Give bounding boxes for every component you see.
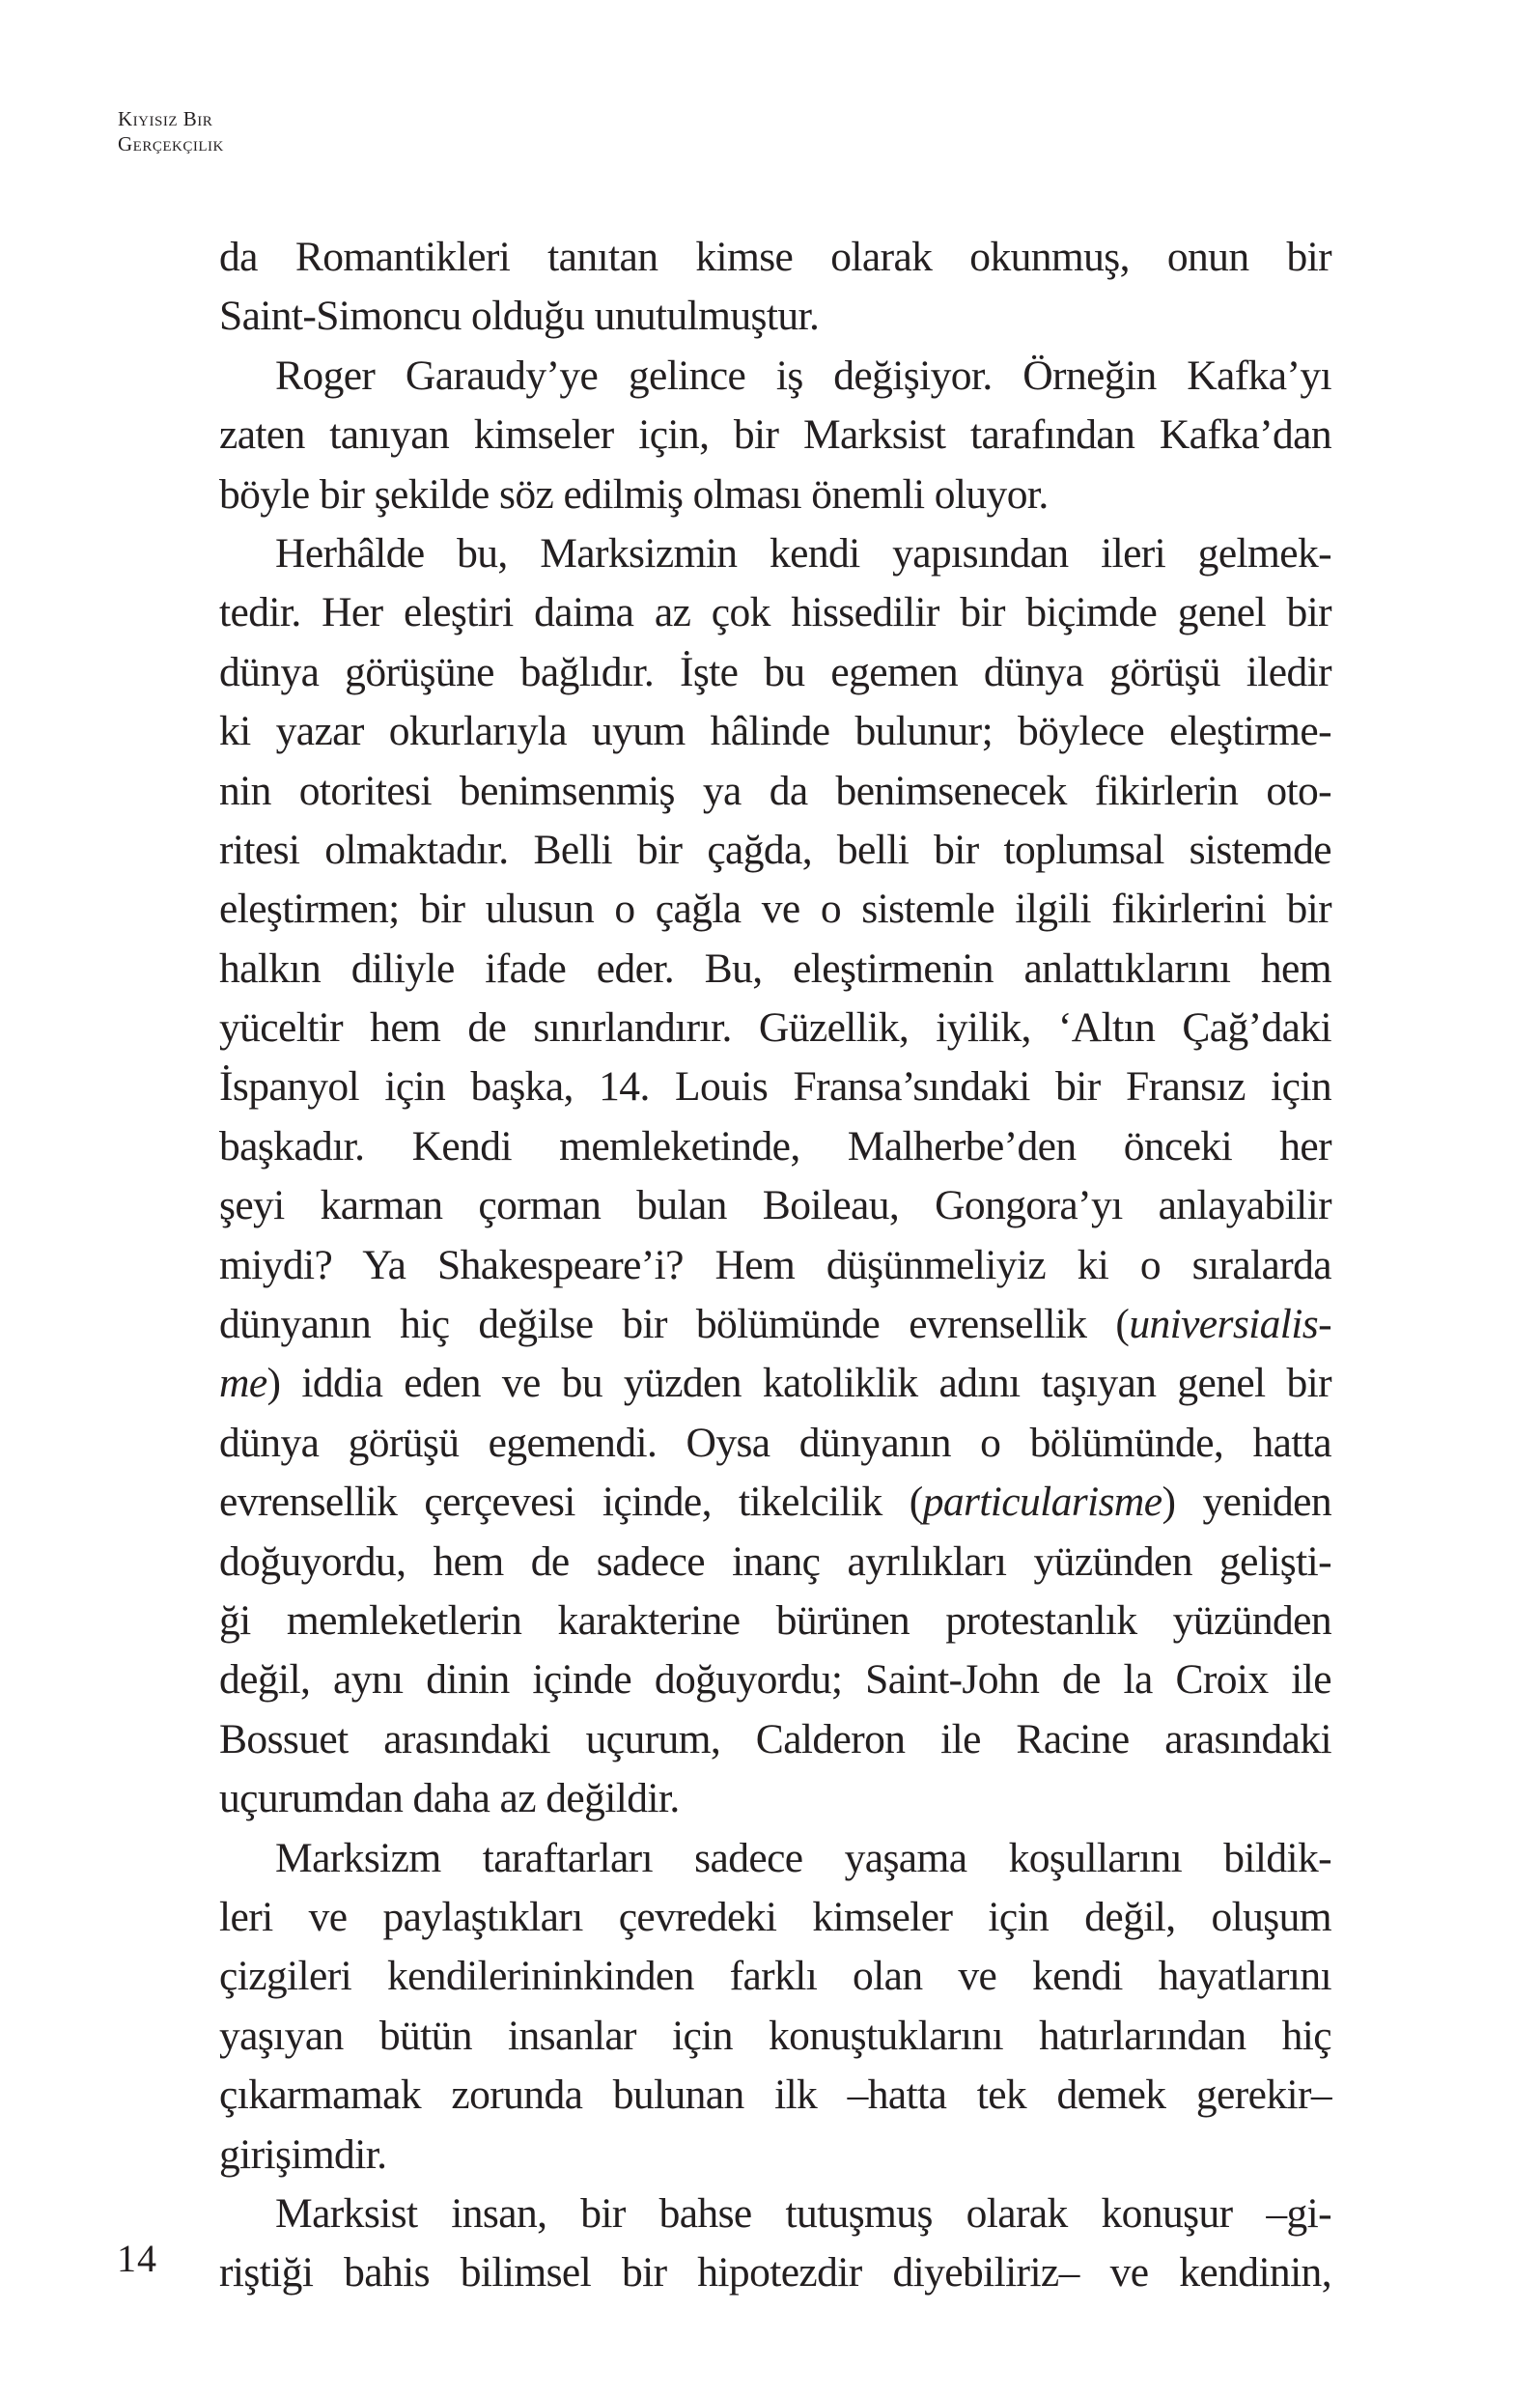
text-line: [219, 406, 1331, 465]
text-segment: Bossuet arasındaki uçurum, Calderon ile Racine arasındaki: [219, 1715, 1331, 1762]
text-segment: İspanyol için başka, 14. Louis Fransa’sındaki bir Fransız için: [219, 1063, 1331, 1111]
text-line: [219, 2007, 1331, 2066]
italic-term: me: [219, 1360, 267, 1407]
italic-term: universialis-: [1129, 1301, 1331, 1348]
text-segment: dünya görüşü egemendi. Oysa dünyanın o bölümünde, hatta: [219, 1419, 1331, 1466]
text-segment: da Romantikleri tanıtan kimse olarak okunmuş, onun bir: [219, 234, 1331, 280]
text-segment: yaşıyan bütün insanlar için konuştuklarını hatırlarından hiç: [219, 2012, 1331, 2059]
text-segment: Saint-Simoncu olduğu unutulmuştur.: [219, 293, 820, 340]
text-line: [219, 1295, 1331, 1354]
text-line: [219, 1650, 1331, 1709]
text-line: [219, 228, 1331, 287]
paragraph: [219, 1829, 1331, 2185]
text-segment: ği memleketlerin karakterine bürünen protestanlık yüzünden: [219, 1596, 1331, 1644]
paragraph: [219, 524, 1331, 1829]
text-segment: çıkarmamak zorunda bulunan ilk –hatta tek demek gerekir–: [219, 2072, 1331, 2119]
text-segment: yüceltir hem de sınırlandırır. Güzellik, iyilik, ‘Altın Çağ’daki: [219, 1004, 1331, 1052]
text-segment: çizgileri kendilerininkinden farklı olan ve kendi hayatlarını: [219, 1953, 1331, 2000]
text-line: [219, 999, 1331, 1057]
text-segment: girişimdir.: [219, 2130, 387, 2178]
text-segment: halkın diliyle ifade eder. Bu, eleştirmenin anlattıklarını hem: [219, 944, 1331, 992]
text-line: [219, 2185, 1331, 2243]
text-segment: dünyanın hiç değilse bir bölümünde evrensellik (: [219, 1301, 1130, 1348]
text-segment: böyle bir şekilde söz edilmiş olması önemli oluyor.: [219, 470, 1049, 518]
text-segment: Herhâlde bu, Marksizmin kendi yapısından ileri gelmek-: [275, 529, 1331, 577]
text-line: [219, 1473, 1331, 1532]
text-line: [219, 762, 1331, 821]
text-segment: ) iddia eden ve bu yüzden katoliklik adını taşıyan genel bir: [266, 1360, 1331, 1407]
text-line: [219, 880, 1331, 939]
text-line: [219, 1947, 1331, 2006]
text-line: [219, 1829, 1331, 1888]
text-line: [219, 347, 1331, 406]
text-segment: eleştirmen; bir ulusun o çağla ve o sistemle ilgili fikirlerini bir: [219, 886, 1331, 933]
italic-term: particularisme: [922, 1479, 1162, 1526]
running-header-line-2: Gerçekçilik: [118, 132, 224, 155]
text-segment: değil, aynı dinin içinde doğuyordu; Saint-John de la Croix ile: [219, 1656, 1331, 1704]
text-segment: zaten tanıyan kimseler için, bir Marksist tarafından Kafka’dan: [219, 411, 1331, 459]
text-line: [219, 1710, 1331, 1769]
text-line: [219, 287, 1331, 346]
text-segment: uçurumdan daha az değildir.: [219, 1775, 680, 1822]
text-line: [219, 1354, 1331, 1413]
running-header: [118, 106, 224, 156]
text-segment: riştiği bahis bilimsel bir hipotezdir diyebiliriz– ve kendinin,: [219, 2249, 1331, 2297]
text-segment: nin otoritesi benimsenmiş ya da benimsenecek fikirlerin oto-: [219, 767, 1331, 814]
text-segment: evrensellik çerçevesi içinde, tikelcilik (: [219, 1479, 923, 1526]
text-line: [219, 1769, 1331, 1828]
text-line: [219, 1888, 1331, 1947]
paragraph: [219, 228, 1331, 347]
text-segment: ki yazar okurlarıyla uyum hâlinde bulunur; böylece eleştirme-: [219, 708, 1331, 755]
text-line: [219, 821, 1331, 880]
text-line: [219, 1592, 1331, 1650]
text-line: [219, 2243, 1331, 2302]
body-text: [219, 228, 1331, 2303]
text-line: [219, 1117, 1331, 1176]
text-segment: tedir. Her eleştiri daima az çok hissedilir bir biçimde genel bir: [219, 589, 1331, 636]
page-number: 14: [117, 2237, 157, 2280]
text-segment: dünya görüşüne bağlıdır. İşte bu egemen dünya görüşü iledir: [219, 648, 1331, 695]
text-segment: miydi? Ya Shakespeare’i? Hem düşünmeliyiz ki o sıralarda: [219, 1241, 1331, 1288]
text-segment: başkadır. Kendi memleketinde, Malherbe’den önceki her: [219, 1122, 1331, 1170]
text-segment: ) yeniden: [1162, 1479, 1331, 1526]
paragraph: [219, 347, 1331, 524]
text-line: [219, 465, 1331, 524]
text-segment: ritesi olmaktadır. Belli bir çağda, belli bir toplumsal sistemde: [219, 826, 1331, 873]
text-line: [219, 643, 1331, 702]
text-segment: şeyi karman çorman bulan Boileau, Gongora’yı anlayabilir: [219, 1182, 1331, 1229]
text-line: [219, 1236, 1331, 1295]
text-line: [219, 1176, 1331, 1235]
text-segment: doğuyordu, hem de sadece inanç ayrılıkları yüzünden gelişti-: [219, 1537, 1331, 1585]
text-line: [219, 583, 1331, 642]
text-segment: leri ve paylaştıkları çevredeki kimseler için değil, oluşum: [219, 1893, 1331, 1940]
text-line: [219, 1057, 1331, 1116]
text-line: [219, 1414, 1331, 1473]
text-line: [219, 524, 1331, 583]
running-header-line-1: Kıyısız Bir: [118, 107, 213, 130]
text-line: [219, 702, 1331, 761]
text-line: [219, 940, 1331, 999]
text-line: [219, 2066, 1331, 2125]
text-line: [219, 1533, 1331, 1592]
text-segment: Roger Garaudy’ye gelince iş değişiyor. Örneğin Kafka’yı: [275, 352, 1331, 399]
text-segment: Marksist insan, bir bahse tutuşmuş olarak konuşur –gi-: [275, 2189, 1331, 2237]
paragraph: [219, 2185, 1331, 2303]
text-line: [219, 2126, 1331, 2185]
text-segment: Marksizm taraftarları sadece yaşama koşullarını bildik-: [275, 1834, 1331, 1881]
